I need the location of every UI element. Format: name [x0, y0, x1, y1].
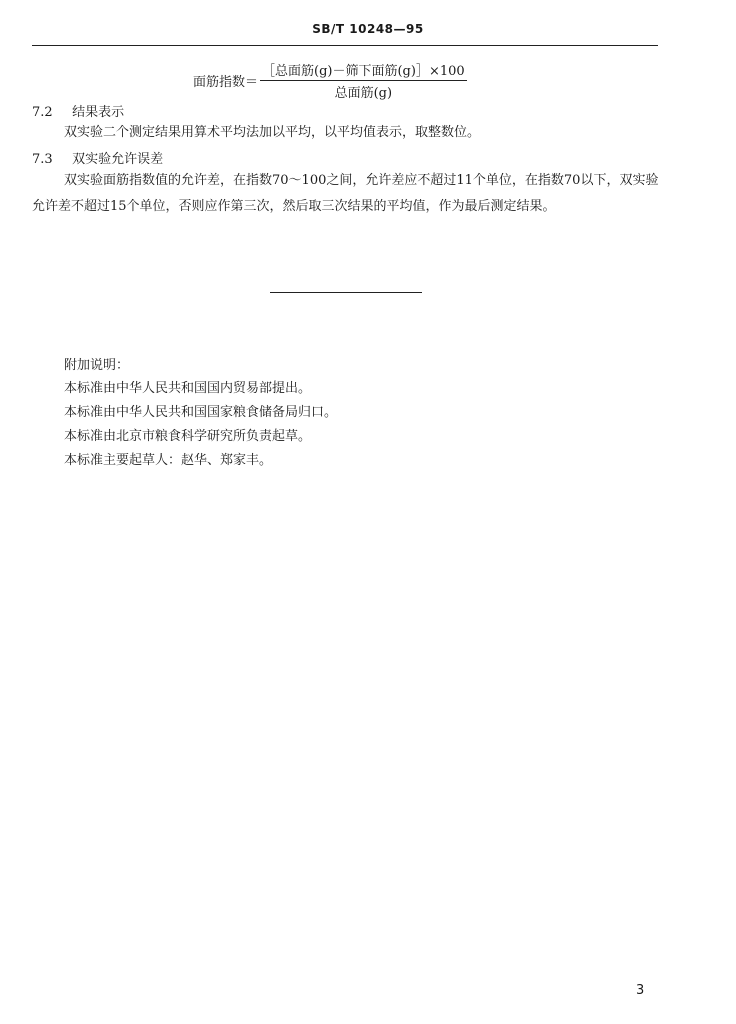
note-line: 本标准由北京市粮食科学研究所负责起草。 [64, 429, 312, 444]
header-divider [32, 45, 658, 46]
section-heading-7-2 [32, 101, 124, 120]
section-body-7-3: 双实验面筋指数值的允许差，在指数70～100之间，允许差应不超过11个单位，在指数70以下，双实验允许差不超过15个单位，否则应作第三次，然后取三次结果的平均值，作为最后测定结果。 [32, 173, 659, 214]
formula-denominator: 总面筋(g) [334, 86, 393, 101]
formula-fraction [260, 60, 467, 101]
formula-lhs: 面筋指数＝ [193, 75, 259, 90]
section-number: 7.2 [32, 105, 53, 120]
page-number: 3 [636, 983, 645, 998]
notes-title: 附加说明： [64, 358, 130, 373]
section-number: 7.3 [32, 152, 53, 167]
standard-code-header: SB/T 10248—95 [312, 22, 424, 36]
section-title: 结果表示 [72, 105, 125, 120]
section-body-7-2: 双实验二个测定结果用算术平均法加以平均，以平均值表示，取整数位。 [64, 125, 481, 140]
formula-numerator: ［总面筋(g)－筛下面筋(g)］×100 [260, 60, 467, 81]
section-heading-7-3 [32, 148, 163, 167]
gluten-index-formula [193, 60, 467, 101]
note-line: 本标准由中华人民共和国国家粮食储备局归口。 [64, 405, 338, 420]
note-line: 本标准由中华人民共和国国内贸易部提出。 [64, 381, 312, 396]
note-line: 本标准主要起草人：赵华、郑家丰。 [64, 453, 273, 468]
section-title: 双实验允许误差 [72, 152, 164, 167]
end-of-text-rule [270, 292, 422, 293]
